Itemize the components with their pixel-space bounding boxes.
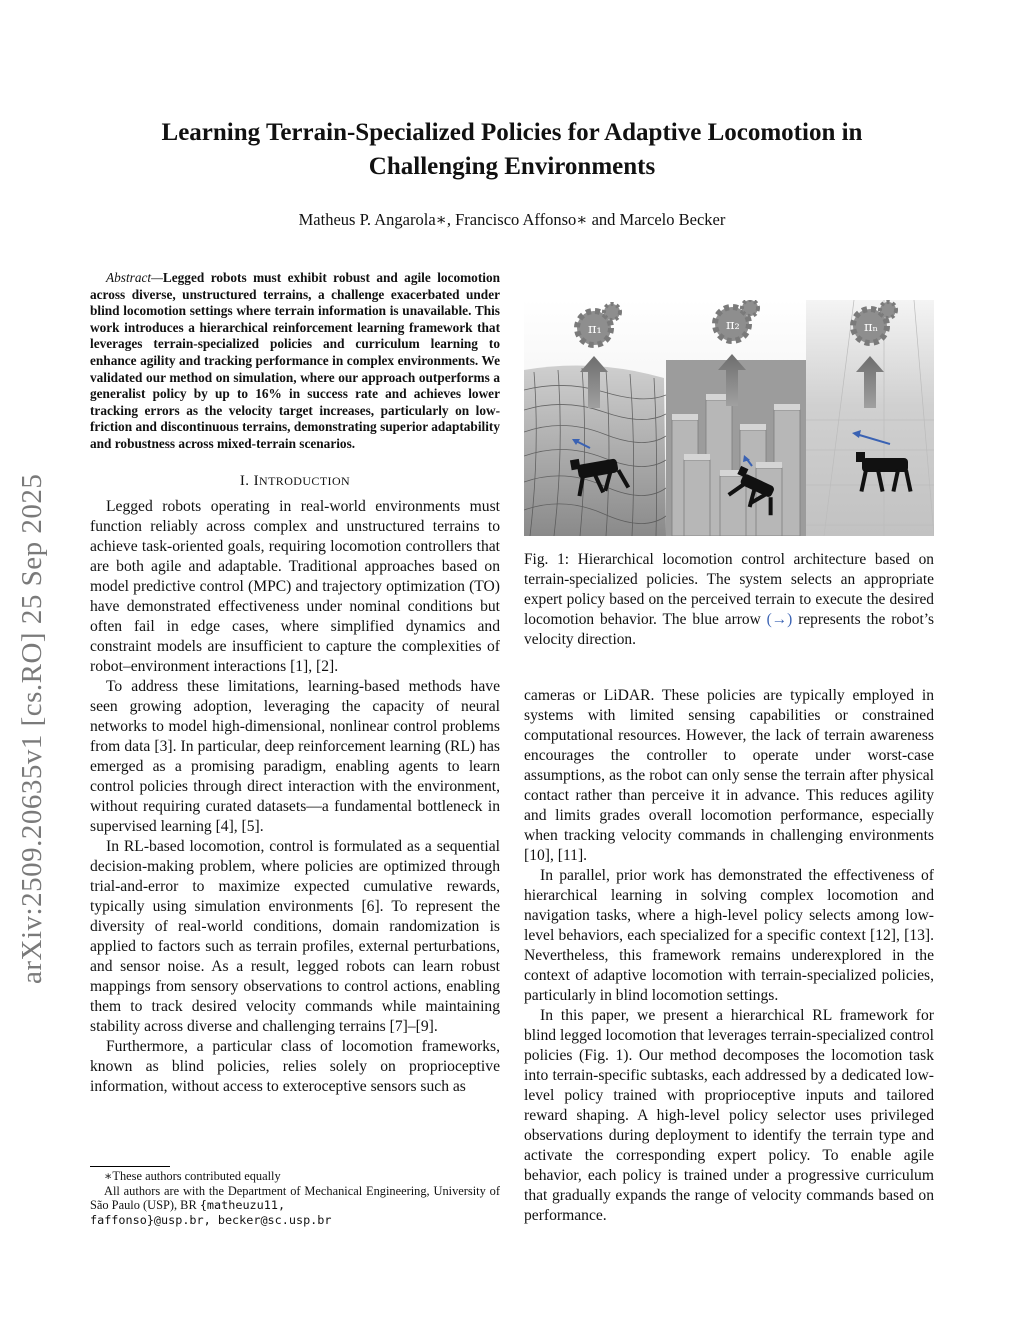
intro-paragraph-2: To address these limitations, learning-based methods have seen growing adoption, leveraging the capacity of neural networks to model high-dimensional, nonlinear control problems from data [3]. In particular, deep reinforcement learning (RL) has emerged as a promising paradigm, enabling agents to learn control policies through direct interaction with the environment, without requiring curated datasets—a fundamental bottleneck in supervised learning [4], [5].	[90, 677, 500, 835]
footnote-emails-2: faffonso}@usp.br, becker@sc.usp.br	[90, 1212, 332, 1227]
footnote-emails-1: {matheuzu11,	[199, 1198, 286, 1213]
right-column	[524, 686, 934, 1226]
section-heading-introduction: I. INTRODUCTION	[239, 472, 351, 489]
right-paragraph-3: In this paper, we present a hierarchical RL framework for blind legged locomotion that leverages terrain-specialized control policies (Fig. 1). Our method decomposes the locomotion task into terrain-specific subtasks, each addressed by a dedicated low-level policy trained with proprioceptive inputs and tailored reward shaping. A high-level policy selector uses privileged observations during deployment to identify the terrain type and activate the corresponding expert policy. To enable agile behavior, each policy is trained under a progressive curriculum that gradually expands the range of velocity commands based on performance.	[524, 1007, 934, 1224]
figure-1-caption: Fig. 1: Hierarchical locomotion control architecture based on terrain-specialized policies. The system selects an appropriate expert policy based on the perceived terrain to execute the desired locomotion behavior. The blue arrow (→) represents the robot’s velocity direction.	[524, 551, 934, 648]
footnote-equal-contribution: ∗These authors contributed equally	[104, 1169, 281, 1183]
footnotes	[90, 1166, 500, 1227]
abstract-text: Legged robots must exhibit robust and agile locomotion across diverse, unstructured terrains, a challenge exacerbated under blind locomotion settings where terrain information is unavailable. This work introduces a hierarchical reinforcement learning framework that leverages terrain-specialized policies and curriculum learning to enhance agility and tracking performance in complex environments. We validated our method on simulation, where our approach outperforms a generalist policy by up to 16% in success rate and achieves lower tracking errors as the velocity target increases, particularly on low-friction and discontinuous terrains, demonstrating superior adaptability and robustness across mixed-terrain scenarios.	[90, 270, 500, 451]
right-paragraph-2: In parallel, prior work has demonstrated the effectiveness of hierarchical learning in solving complex locomotion and navigation tasks, where a high-level policy selects among low-level behaviors, each specialized for a specific context [12], [13]. Nevertheless, this framework remains underexplored in the context of adaptive locomotion with terrain-specialized policies, particularly in blind locomotion settings.	[524, 867, 934, 1004]
intro-paragraph-1: Legged robots operating in real-world environments must function reliably across complex and unstructured terrains to achieve task-oriented goals, requiring locomotion controllers that are both agile and adaptable. Traditional approaches based on model predictive control (MPC) and trajectory optimization (TO) have demonstrated effectiveness under nominal conditions but often fail in edge cases, where simplified dynamics and constraint models are insufficient to capture the complexities of robot–environment interactions [1], [2].	[90, 497, 500, 675]
policy-label-n: πₙ	[864, 320, 879, 335]
abstract-label: Abstract—	[106, 270, 163, 285]
figure-1-block	[524, 300, 934, 650]
intro-paragraph-3: In RL-based locomotion, control is formulated as a sequential decision-making problem, where policies are optimized through trial-and-error to maximize expected cumulative rewards, typically using simulation environments [6]. To represent the diversity of real-world conditions, domain randomization is applied to factors such as terrain profiles, external perturbations, and sensor noise. As a result, legged robots can learn robust mappings from sensory observations to control actions, enabling them to track desired velocity commands while maintaining stability across diverse and challenging terrains [7]–[9].	[90, 837, 500, 1035]
intro-paragraph-4: Furthermore, a particular class of locomotion frameworks, known as blind policies, relies solely on proprioceptive information, without access to exteroceptive sensors such as	[90, 1037, 500, 1095]
paper-title: Learning Terrain-Specialized Policies for Adaptive Locomotion in Challenging Environments	[161, 119, 863, 180]
left-column	[90, 270, 500, 1097]
right-paragraph-1: cameras or LiDAR. These policies are typically employed in systems with limited sensing capabilities or constrained computational resources. However, the lack of terrain awareness encourages the controller to operate under worst-case assumptions, as the robot can only sense the terrain after physical contact rather than perceive it in advance. This reduces agility and limits grades overall locomotion performance, especially when tracking velocity commands in challenging environments [10], [11].	[524, 687, 934, 864]
policy-label-1: π₁	[588, 322, 602, 337]
arxiv-stamp: arXiv:2509.20635v1 [cs.RO] 25 Sep 2025	[16, 473, 48, 984]
footnote-rule	[90, 1166, 170, 1167]
policy-label-2: π₂	[726, 318, 740, 333]
paper-authors: Matheus P. Angarola∗, Francisco Affonso∗ and Marcelo Becker	[298, 210, 726, 229]
figure-1-image	[524, 300, 934, 536]
abstract	[90, 270, 500, 453]
caption-arrow-symbol: (→)	[766, 611, 793, 628]
footnote-affiliation: All authors are with the Department of Mechanical Engineering, University of São Paulo (USP), BR {matheuzu11,	[90, 1183, 500, 1213]
